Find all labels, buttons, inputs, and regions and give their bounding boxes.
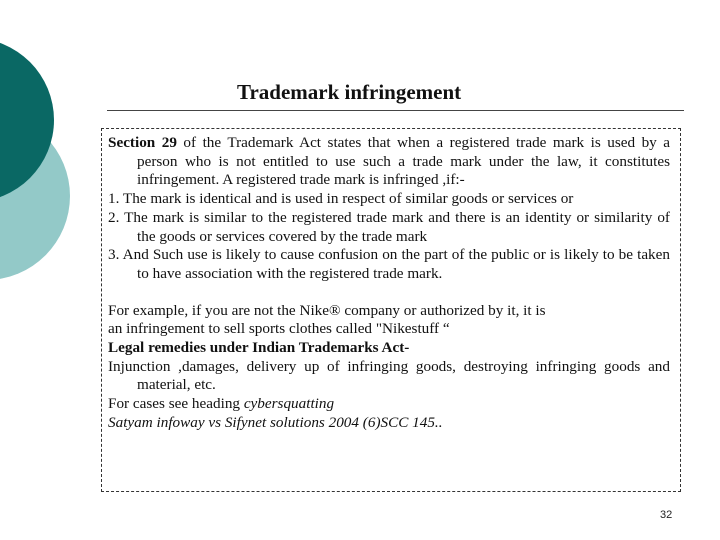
example-line-1: For example, if you are not the Nike® company or authorized by it, it is <box>108 301 546 319</box>
condition-item-3: 3. And Such use is likely to cause confusion on the part of the public or is likely to be taken to have association with the registered trade mark. <box>108 246 670 282</box>
see-heading-line <box>108 395 670 414</box>
see-heading-prefix: For cases see heading <box>108 395 244 413</box>
paragraph-gap <box>108 284 670 302</box>
remedies-heading: Legal remedies under Indian Trademarks Act- <box>108 339 410 357</box>
example-line-2: an infringement to sell sports clothes called "Nikestuff “ <box>108 320 450 338</box>
see-heading-term: cybersquatting <box>243 395 335 413</box>
section-reference: Section 29 <box>108 134 177 151</box>
condition-item-1: 1. The mark is identical and is used in respect of similar goods or services or <box>108 190 574 208</box>
content-text <box>108 134 670 433</box>
condition-item-2: 2. The mark is similar to the registered trade mark and there is an identity or similarity of the goods or services covered by the trade mark <box>108 208 670 245</box>
slide-title: Trademark infringement <box>237 80 462 104</box>
page-number: 32 <box>660 509 673 521</box>
section-29-paragraph <box>108 134 670 190</box>
section-29-text: of the Trademark Act states that when a registered trade mark is used by a person who is not entitled to use such a trade mark under the law, it constitutes infringement. A registered trade mark is infringed ,if:- <box>137 134 670 189</box>
title-divider <box>107 110 684 111</box>
case-citation: Satyam infoway vs Sifynet solutions 2004 (6)SCC 145.. <box>108 413 443 431</box>
remedies-text: Injunction ,damages, delivery up of infringing goods, destroying infringing goods and material, etc. <box>108 357 670 394</box>
